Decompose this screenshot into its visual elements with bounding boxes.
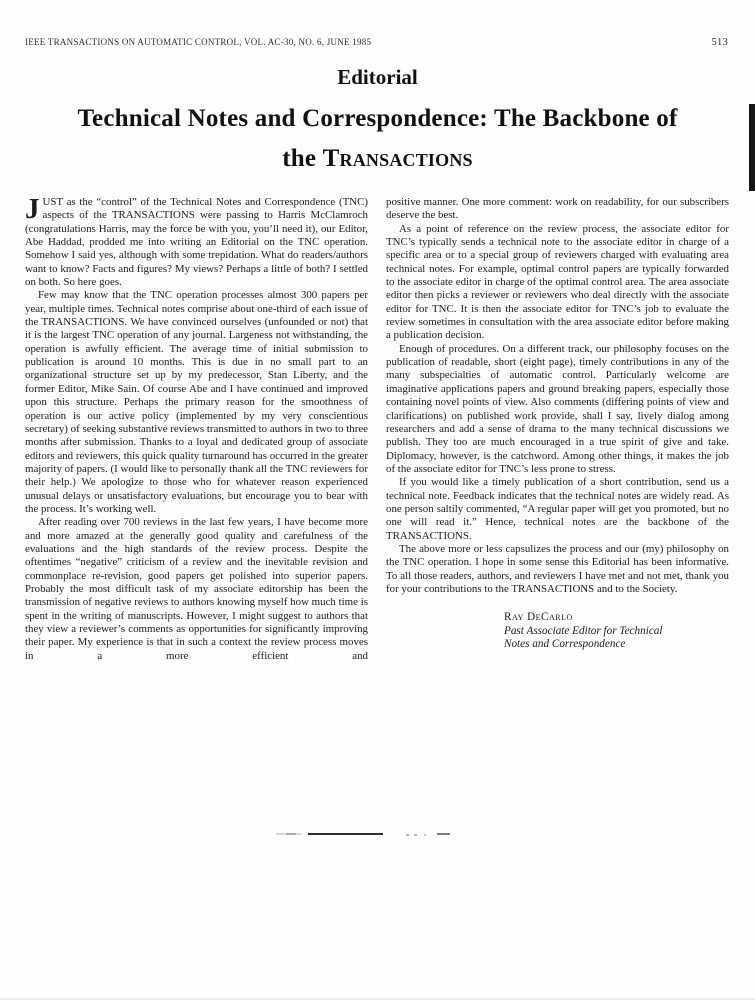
signature-name: Ray DeCarlo [504,611,573,624]
signature-block [504,611,729,652]
scan-artifact [286,833,296,835]
article-title-line1: Technical Notes and Correspondence: The Backbone of [77,105,678,132]
section-title: Editorial [337,65,418,89]
scan-artifact [406,834,409,836]
left-column [25,193,368,663]
paragraph-technical-notes: If you would like a timely publication of a short contribution, send us a technical note. Feedback indicates that the technical notes are widely read. As one person saltily commented, “A regular paper will get you promoted, but no one will read it.” Hence, technical notes are the backbone of the TRANSACTIONS. [386,476,729,542]
article-title-line2-prefix: the [282,145,317,172]
right-column [386,196,729,663]
page-header [0,0,755,48]
paragraph-review-process: As a point of reference on the review process, the associate editor for TNC’s typically sends a technical note to the associate editor in charge of a specific area or to a special group of reviewers charged with evaluating area technical notes. For example, optimal control papers are typically forwarded to the associate editor in charge of the optimal control area. The area associate editor then picks a reviewer or reviewers who deal directly with the associate editor for TNC. It is then the associate editor for TNC’s job to evaluate the review sometimes in consultation with the area associate editor before making a publication decision. [386,222,729,342]
page-number: 513 [711,37,728,48]
scan-edge-artifact [749,104,755,191]
article-title [30,99,725,179]
article-title-line2-smallcaps: Transactions [322,145,473,172]
paragraph-continuation: positive manner. One more comment: work on readability, for our subscribers deserve the best. [386,196,729,222]
scan-artifact [308,833,383,835]
paragraph-philosophy: Enough of procedures. On a different track, our philosophy focuses on the publication of readable, short (eight page), timely contributions in any of the many subspecialties of automatic control. Particularly welcome are imaginative applications papers and ground breaking papers, especially those containing novel points of view. Also comments (differing points of view and clarifications) on published work provide, shall I say, lively dialog among researchers and add a sense of drama to the many technical discussions we publish. They too are much encouraged in a true spirit of give and take. Diplomacy, however, is the catchword. Among other things, it makes the job of the associate editor for TNC’s less prone to stress. [386,342,729,475]
paragraph-intro [25,193,368,289]
paragraph-tnc-stats: Few may know that the TNC operation processes almost 300 papers per year, multiple times. Technical notes comprise about one-third of each issue of the TRANSACTIONS. We have convinced ourselves (unfounded or not) that it is the largest TNC operation of any journal. Largeness not withstanding, the operation is awfully efficient. The average time of initial submission to publication is around 10 months. This is due in no small part to an organizational structure set up by my predecessor, Stan Liberty, and the former Editor, Mike Sain. Of course Abe and I have continued and improved upon this structure. Perhaps the primary reason for the smoothness of operation is our active policy (implemented by my very conscientious secretary) of seeking substantive reviews transmitted to authors in two to three months after submission. Thanks to a loyal and dedicated group of associate editors and reviewers, this quick quality turnaround has occurred in the greater majority of papers. (I would like to personally thank all the TNC reviewers for their help.) We apologize to those who for whatever reason experienced unusual delays or unsatisfactory evaluations, but encourage you to bear with the process. It’s working well. [25,289,368,515]
scan-artifact [424,834,426,836]
signature-role-line2: Notes and Correspondence [504,638,626,651]
journal-citation: IEEE TRANSACTIONS ON AUTOMATIC CONTROL, VOL. AC-30, NO. 6, JUNE 1985 [25,37,372,47]
paragraph-intro-text: UST as the “control” of the Technical Notes and Correspondence (TNC) aspects of the TRANSACTIONS were passing to Harris McClamroch (congratulations Harris, may the force be with you, you’ll need it), our Editor, Abe Haddad, prodded me into writing an Editorial on the TNC operation. Somehow I said yes, although with some trepidation. What do readers/authors want to know? Facts and figures? My views? Perhaps a little of both? I settled on both. So here goes. [25,196,368,289]
paragraph-closing: The above more or less capsulizes the process and our (my) philosophy on the TNC operation. I hope in some sense this Editorial has been informative. To all those readers, authors, and reviewers I have met and not met, thank you for your contributions to the TRANSACTIONS and to the Society. [386,542,729,595]
drop-cap: J [25,193,40,225]
signature-role-line1: Past Associate Editor for Technical [504,624,663,637]
paragraph-reviews: After reading over 700 reviews in the last few years, I have become more and more amazed at the generally good quality and carefulness of the evaluations and the high standards of the review process. Despite the oftentimes “negative” criticism of a review and the inevitable revision and commonplace re-revision, good papers get polished into superior papers. Probably the most difficult task of my associate editorship has been the transmission of negative reviews to authors knowing myself how much time is spent in the writing of manuscripts. However, I might suggest to authors that they view a reviewer’s comments as opportunities for significantly improving their paper. My experience is that in such a context the review process moves in a more efficient and [25,516,368,662]
article-body [0,193,755,663]
scan-artifact [414,834,417,836]
scan-artifact [437,833,450,835]
